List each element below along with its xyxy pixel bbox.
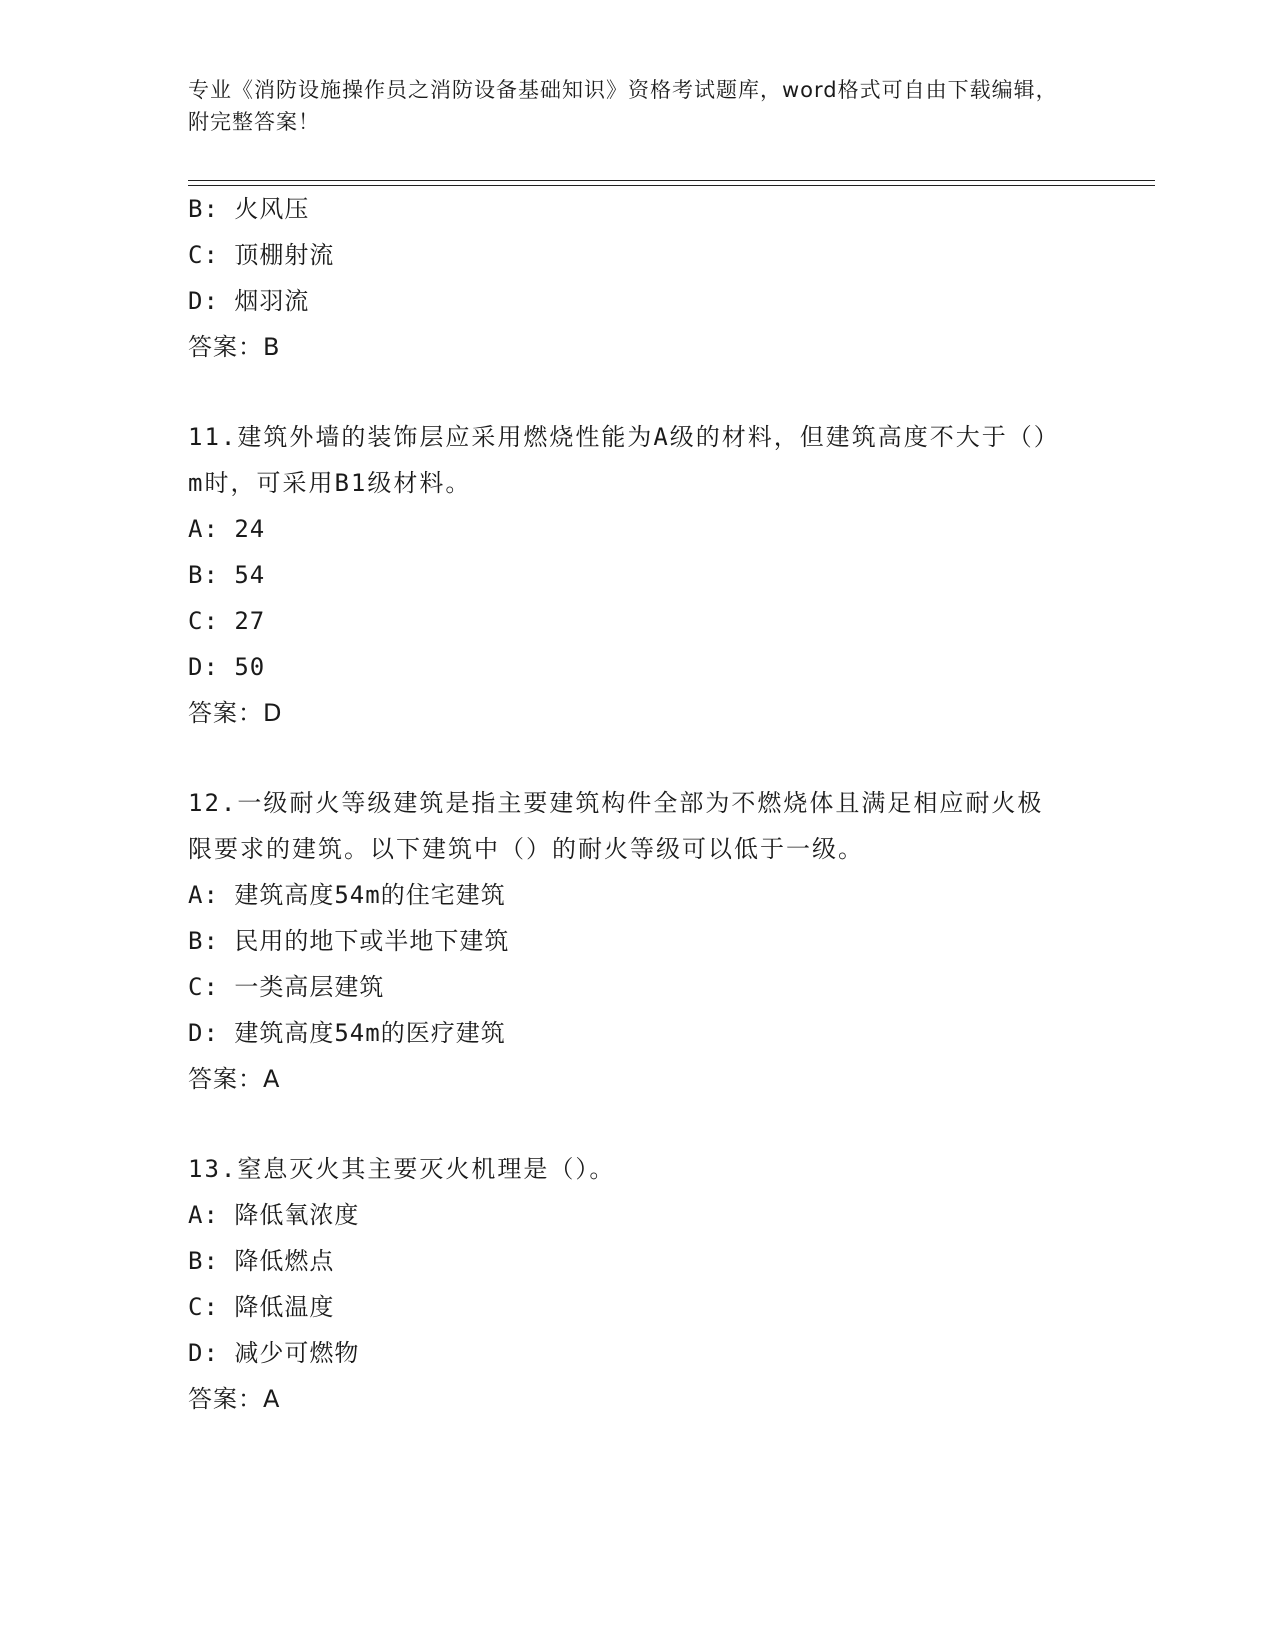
option-b: B: 火风压: [188, 195, 310, 223]
document-body: [188, 186, 1088, 1422]
answer-line: 答案：A: [188, 1065, 281, 1093]
option-b: B: 民用的地下或半地下建筑: [188, 927, 510, 955]
option-c: C: 降低温度: [188, 1293, 335, 1321]
option-d: D: 建筑高度54m的医疗建筑: [188, 1019, 506, 1047]
spacer: [188, 1102, 1088, 1146]
option-a: A: 24: [188, 515, 266, 543]
option-a: A: 降低氧浓度: [188, 1201, 360, 1229]
question-block-11: [188, 414, 1088, 736]
spacer: [188, 736, 1088, 780]
question-text: 11.建筑外墙的装饰层应采用燃烧性能为A级的材料，但建筑高度不大于（）m时，可采用B1级材料。: [188, 423, 1060, 497]
answer-line: 答案：A: [188, 1385, 281, 1413]
answer-line: 答案：D: [188, 699, 283, 727]
question-block-12: [188, 780, 1088, 1102]
question-block-13: [188, 1146, 1088, 1422]
option-d: D: 烟羽流: [188, 287, 310, 315]
document-header: 专业《消防设施操作员之消防设备基础知识》资格考试题库，word格式可自由下载编辑，附完整答案！: [188, 78, 1058, 134]
option-c: C: 一类高层建筑: [188, 973, 385, 1001]
answer-line: 答案：B: [188, 333, 281, 361]
option-c: C: 27: [188, 607, 266, 635]
option-d: D: 50: [188, 653, 266, 681]
option-b: B: 降低燃点: [188, 1247, 335, 1275]
option-c: C: 顶棚射流: [188, 241, 335, 269]
spacer: [188, 370, 1088, 414]
question-text: 13.窒息灭火其主要灭火机理是（）。: [188, 1155, 616, 1183]
option-a: A: 建筑高度54m的住宅建筑: [188, 881, 506, 909]
option-b: B: 54: [188, 561, 266, 589]
option-d: D: 减少可燃物: [188, 1339, 360, 1367]
question-text: 12.一级耐火等级建筑是指主要建筑构件全部为不燃烧体且满足相应耐火极限要求的建筑。以下建筑中（）的耐火等级可以低于一级。: [188, 789, 1044, 863]
carryover-question-block: [188, 186, 1088, 370]
